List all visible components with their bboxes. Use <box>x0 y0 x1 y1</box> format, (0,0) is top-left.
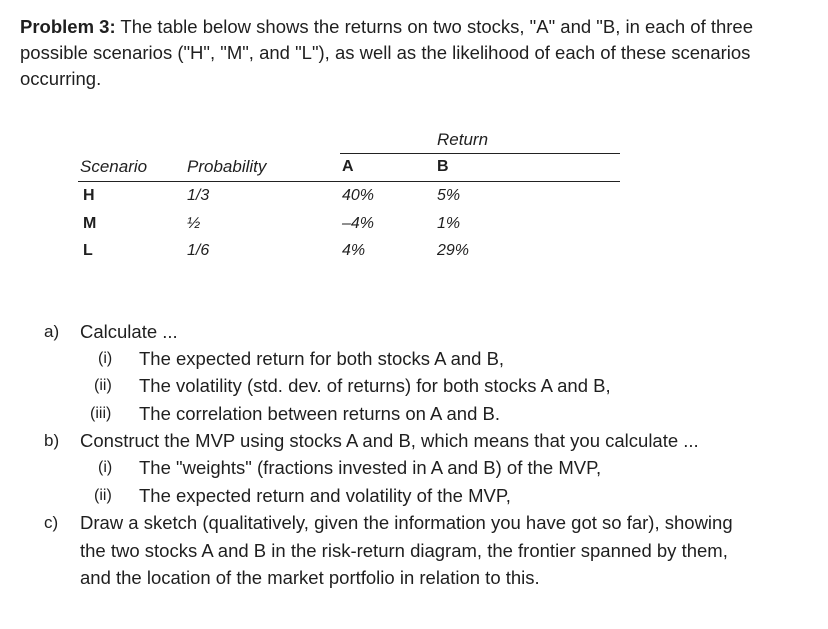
row-l-return-a: 4% <box>342 242 366 259</box>
question-b-label: b) <box>44 431 60 450</box>
question-b-ii-text: The expected return and volatility of the MVP, <box>139 485 511 506</box>
row-h-return-a: 40% <box>342 187 375 204</box>
header-a: A <box>342 158 354 175</box>
row-h-return-b: 5% <box>437 187 461 204</box>
row-l-probability: 1/6 <box>187 242 210 259</box>
problem-text: The table below shows the returns on two stocks, "A" and "B, in each of three possible scenarios ("H", "M", and "L"), as well as the likelihood of each of these scenarios occurring. <box>20 16 754 89</box>
row-m-scenario: M <box>83 215 97 232</box>
question-a-i-text: The expected return for both stocks A and B, <box>139 348 505 369</box>
row-l-scenario: L <box>83 242 93 259</box>
problem-label: Problem 3: <box>20 16 116 37</box>
question-a-ii-label: (ii) <box>94 377 112 394</box>
question-a-label: a) <box>44 322 60 341</box>
header-b: B <box>437 158 449 175</box>
row-m-probability: ½ <box>187 215 201 232</box>
row-m-return-b: 1% <box>437 215 461 232</box>
question-b-text: Construct the MVP using stocks A and B, which means that you calculate ... <box>80 430 699 451</box>
question-c-line-1: Draw a sketch (qualitatively, given the information you have got so far), showing <box>80 512 733 533</box>
row-m-return-a: –4% <box>342 215 375 232</box>
question-b-ii-label: (ii) <box>94 487 112 504</box>
header-scenario: Scenario <box>80 157 148 176</box>
header-probability: Probability <box>187 157 267 176</box>
returns-table <box>0 0 828 280</box>
question-a-i-label: (i) <box>98 350 113 367</box>
question-c-line-2: the two stocks A and B in the risk-return diagram, the frontier spanned by them, <box>80 540 728 561</box>
return-group-header: Return <box>437 130 489 149</box>
question-a-text: Calculate ... <box>80 321 178 342</box>
question-a-iii-text: The correlation between returns on A and B. <box>139 403 500 424</box>
question-c-line-3: and the location of the market portfolio in relation to this. <box>80 567 540 588</box>
question-b-i-label: (i) <box>98 459 113 476</box>
question-b-i-text: The "weights" (fractions invested in A and B) of the MVP, <box>139 457 602 478</box>
row-h-scenario: H <box>83 187 95 204</box>
header-rule-top <box>340 153 620 154</box>
question-a-ii-text: The volatility (std. dev. of returns) for both stocks A and B, <box>139 375 611 396</box>
row-h-probability: 1/3 <box>187 187 210 204</box>
row-l-return-b: 29% <box>437 242 470 259</box>
question-c-label: c) <box>44 513 59 532</box>
header-rule-bottom <box>78 181 620 182</box>
question-a-iii-label: (iii) <box>90 405 112 422</box>
